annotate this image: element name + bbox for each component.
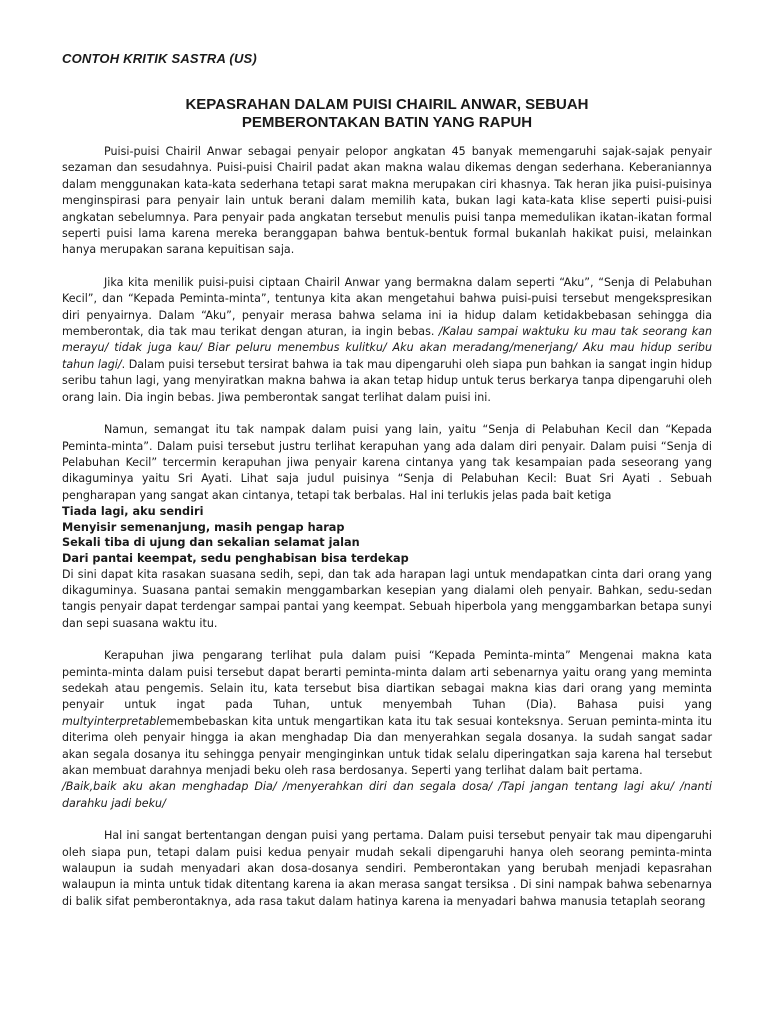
paragraph-3: Namun, semangat itu tak nampak dalam puisi yang lain, yaitu “Senja di Pelabuhan Kecil dan “Kepada Peminta-minta”. Dalam puisi tersebut justru terlihat kerapuhan yang ada dalam diri penyair. Dalam puisi “Senja di Pelabuhan Kecil” tercermin kerapuhan jiwa penyair karena cintanya yang tak kesampaian pada seseorang yang dikaguminya yaitu Sri Ayati. Lihat saja judul puisinya “Senja di Pelabuhan Kecil: Buat Sri Ayati . Sebuah pengharapan yang sangat akan cintanya, tetapi tak berbalas. Hal ini terlukis jelas pada bait ketiga bbox=[62, 423, 712, 502]
verse-line: Sekali tiba di ujung dan sekalian selamat jalan bbox=[62, 536, 360, 550]
poem-stanza bbox=[62, 504, 712, 566]
paragraph-5-quote bbox=[62, 779, 712, 812]
verse-line: Dari pantai keempat, sedu penghabisan bisa terdekap bbox=[62, 551, 409, 565]
paragraph-1: Puisi-puisi Chairil Anwar sebagai penyair pelopor angkatan 45 banyak memengaruhi sajak-sajak penyair sezaman dan sesudahnya. Puisi-puisi Chairil padat akan makna walau dikemas dengan sederhana. Keberaniannya dalam menggunakan kata-kata sederhana tetapi sarat makna merupakan ciri khasnya. Tak heran jika puisi-puisinya menginspirasi para penyair lain untuk berani dalam memilih kata, bukan lagi kata-kata klise seperti puisi-puisi angkatan sebelumnya. Para penyair pada angkatan tersebut menulis puisi tanpa memedulikan ikatan-ikatan formal seperti puisi lama karena mereka beranggapan bahwa bentuk-bentuk formal bukanlah hakikat puisi, melainkan hanya merupakan sarana kepuitisan saja. bbox=[62, 145, 712, 257]
header-label: CONTOH KRITIK SASTRA (US) bbox=[62, 51, 257, 66]
title-line-1: KEPASRAHAN DALAM PUISI CHAIRIL ANWAR, SEBUAH bbox=[185, 96, 589, 113]
paragraph-6: Hal ini sangat bertentangan dengan puisi yang pertama. Dalam puisi tersebut penyair tak mau dipengaruhi oleh siapa pun, tetapi dalam puisi kedua penyair mudah sekali dipengaruhi hanya oleh seorang peminta-minta walaupun ia sudah menyadari akan dosa-dosanya sendiri. Pemberontakan yang berubah menjadi kepasrahan walaupun ia minta untuk tidak ditentang karena ia akan merasa sangat tersiksa . Di sini nampak bahwa sebenarnya di balik sifat pemberontaknya, ada rasa takut dalam hatinya karena ia menyadari bahwa manusia tetaplah seorang bbox=[62, 829, 712, 908]
document-title bbox=[62, 96, 712, 132]
paragraph-5 bbox=[62, 648, 712, 779]
paragraph-2-text-a: Jika kita menilik puisi-puisi ciptaan Chairil Anwar yang bermakna dalam seperti “Aku”, “Senja di Pelabuhan Kecil”, dan “Kepada Peminta-minta”, tentunya kita akan mengetahui bahwa puisi-puisi tersebut mengekspresikan diri penyairnya. Dalam “Aku”, penyair merasa bahwa selama ini ia hidup dalam ketidakbebasan sehingga dia memberontak, dia tak mau terikat dengan aturan, ia ingin bebas. bbox=[62, 275, 712, 339]
paragraph-2 bbox=[62, 275, 712, 406]
paragraph-5-quote-text: /Baik,baik aku akan menghadap Dia/ /menyerahkan diri dan segala dosa/ /Tapi jangan tentang lagi aku/ /nanti darahku jadi beku/ bbox=[62, 780, 712, 810]
paragraph-2-text-b: . Dalam puisi tersebut tersirat bahwa ia tak mau dipengaruhi oleh siapa pun bahkan ia sangat ingin hidup seribu tahun lagi, yang menyiratkan makna bahwa ia akan tetap hidup untuk terus berkarya tanpa dipengaruhi oleh orang lain. Dia ingin bebas. Jiwa pemberontak sangat terlihat dalam puisi ini. bbox=[62, 357, 712, 404]
paragraph-4: Di sini dapat kita rasakan suasana sedih, sepi, dan tak ada harapan lagi untuk mendapatkan cinta dari orang yang dikaguminya. Suasana pantai semakin menggambarkan kesepian yang dialami oleh penyair. Bahkan, sedu-sedan tangis penyair dapat terdengar sampai pantai yang keempat. Sebuah hiperbola yang menggambarkan betapa sunyi dan sepi suasana waktu itu. bbox=[62, 567, 712, 630]
paragraph-5-emphasis: multyinterpretable bbox=[62, 714, 167, 728]
paragraph-5-text-a: Kerapuhan jiwa pengarang terlihat pula dalam puisi “Kepada Peminta-minta” Mengenai makna kata peminta-minta dalam puisi tersebut dapat berarti peminta-minta dalam arti sebenarnya yaitu orang yang meminta sedekah atau pengemis. Selain itu, kata tersebut bisa diartikan sebagai makna kias dari orang yang meminta penyair untuk ingat pada Tuhan, untuk menyembah Tuhan (Dia). Bahasa puisi yang bbox=[62, 649, 712, 712]
title-line-2: PEMBERONTAKAN BATIN YANG RAPUH bbox=[241, 114, 533, 131]
paragraph-2-quote: /Kalau sampai waktuku ku mau tak seorang kan merayu/ tidak juga kau/ Biar peluru menembus kulitku/ Aku akan meradang/menerjang/ Aku mau hidup seribu tahun lagi/ bbox=[62, 325, 712, 371]
paragraph-5-text-b: membebaskan kita untuk mengartikan kata itu tak sesuai konteksnya. Seruan peminta-minta itu diterima oleh penyair hingga ia akan menghadap Dia dan menyerahkan segala dosanya. Ia sudah sangat sadar akan segala dosanya itu sehingga penyair menginginkan untuk tidak selalu diperingatkan saja karena hal tersebut akan membuat darahnya menjadi beku oleh rasa berdosanya. Seperti yang terlihat dalam bait pertama. bbox=[62, 714, 712, 777]
verse-line: Menyisir semenanjung, masih pengap harap bbox=[62, 520, 345, 534]
verse-line: Tiada lagi, aku sendiri bbox=[62, 505, 204, 519]
